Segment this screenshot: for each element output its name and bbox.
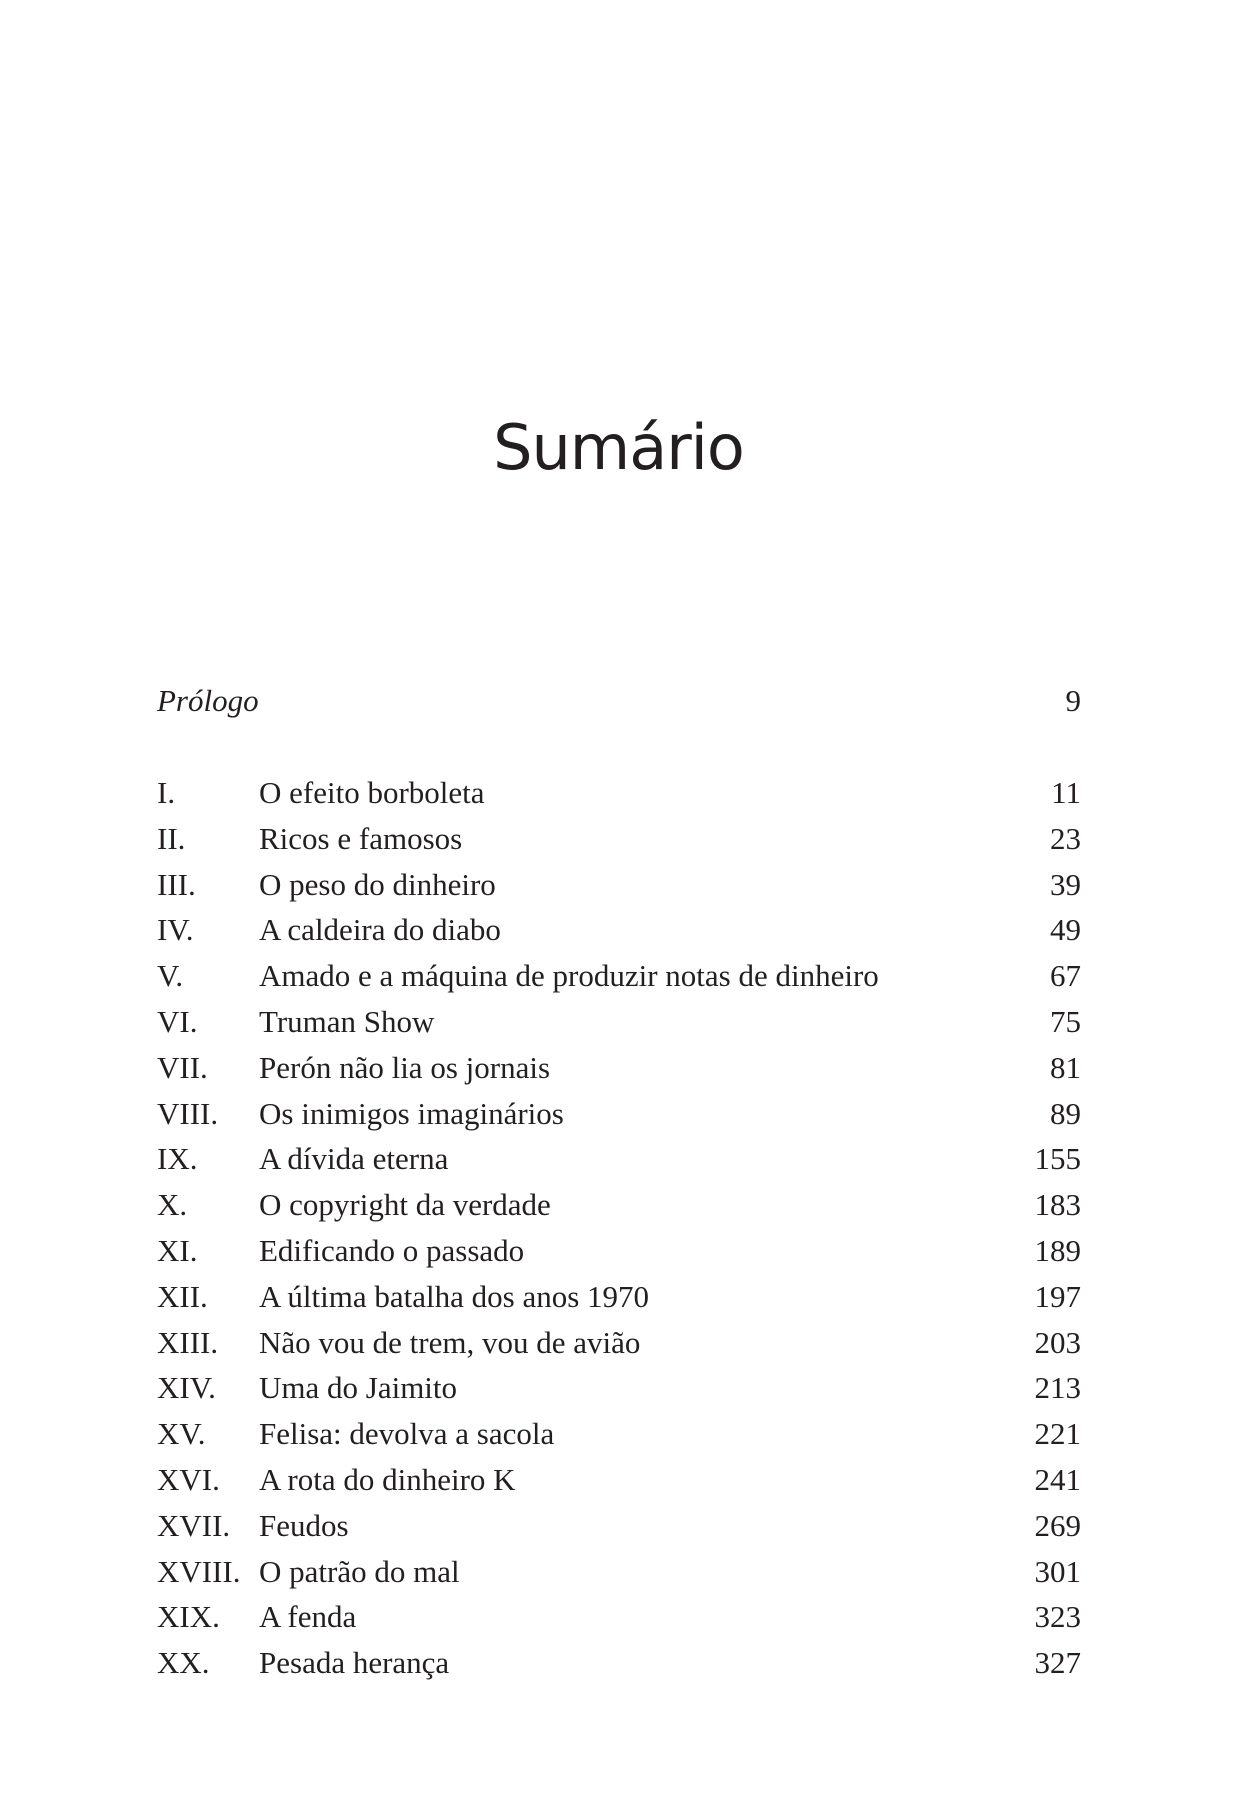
chapter-title: Os inimigos imaginários [259, 1095, 564, 1131]
chapter-title: O efeito borboleta [259, 775, 485, 810]
chapter-title: A última batalha dos anos 1970 [259, 1278, 650, 1314]
toc-prologue [157, 678, 1081, 724]
chapter-page: 197 [1034, 1278, 1081, 1314]
chapter-page: 189 [1034, 1232, 1081, 1268]
chapter-number: XIII. [157, 1324, 219, 1360]
chapter-title: O copyright da verdade [259, 1187, 551, 1223]
chapter-title: Ricos e famosos [259, 820, 463, 856]
toc-row [157, 1274, 1081, 1320]
toc-row [157, 1045, 1081, 1091]
toc-prologue-page: 9 [1065, 683, 1081, 718]
chapter-page: 221 [1034, 1416, 1081, 1452]
toc-prologue-name: Prólogo [157, 683, 259, 718]
chapter-number: IV. [157, 912, 194, 948]
chapter-number: XIV. [157, 1370, 216, 1406]
chapter-page: 67 [1050, 958, 1081, 994]
chapter-page: 213 [1034, 1370, 1081, 1406]
chapter-title: Edificando o passado [259, 1232, 525, 1268]
toc-row [157, 1365, 1081, 1411]
chapter-title: Perón não lia os jornais [259, 1049, 551, 1085]
chapter-number: II. [157, 820, 186, 856]
toc-row [157, 1182, 1081, 1228]
chapter-number: XX. [157, 1645, 210, 1681]
chapter-title: Pesada herança [259, 1645, 450, 1681]
chapter-page: 81 [1050, 1049, 1081, 1085]
toc-row-prologue [157, 678, 1081, 724]
chapter-number: XIX. [157, 1599, 220, 1635]
chapter-number: XI. [157, 1232, 198, 1268]
chapter-number: X. [157, 1187, 188, 1223]
chapter-title: Uma do Jaimito [259, 1370, 458, 1406]
chapter-number: VIII. [157, 1095, 219, 1131]
toc-row [157, 1594, 1081, 1640]
chapter-page: 11 [1051, 775, 1081, 810]
chapter-page: 49 [1050, 912, 1081, 948]
chapter-title: O peso do dinheiro [259, 866, 496, 902]
chapter-page: 89 [1050, 1095, 1081, 1131]
chapter-number: I. [157, 775, 176, 810]
chapter-number: V. [157, 958, 184, 994]
toc-row [157, 1136, 1081, 1182]
toc-row [157, 770, 1081, 816]
chapter-title: Amado e a máquina de produzir notas de dinheiro [259, 958, 879, 994]
chapter-number: III. [157, 866, 196, 902]
chapter-number: IX. [157, 1141, 198, 1177]
toc-row [157, 1457, 1081, 1503]
toc-row [157, 1640, 1081, 1686]
toc-row [157, 816, 1081, 862]
chapter-title: Feudos [259, 1507, 349, 1543]
chapter-number: VI. [157, 1003, 198, 1039]
chapter-title: Não vou de trem, vou de avião [259, 1324, 641, 1360]
toc-row [157, 1091, 1081, 1137]
chapter-number: XV. [157, 1416, 206, 1452]
chapter-title: A fenda [259, 1599, 357, 1635]
chapter-title: Truman Show [259, 1003, 435, 1039]
toc-row [157, 862, 1081, 908]
toc-row [157, 953, 1081, 999]
page-title: Sumário [493, 410, 744, 484]
toc-row [157, 1411, 1081, 1457]
toc-row [157, 999, 1081, 1045]
chapter-page: 327 [1034, 1645, 1081, 1681]
chapter-page: 323 [1034, 1599, 1081, 1635]
toc-row [157, 1228, 1081, 1274]
chapter-page: 155 [1034, 1141, 1081, 1177]
chapter-title: A rota do dinheiro K [259, 1461, 516, 1497]
toc-row [157, 1503, 1081, 1549]
toc-row [157, 1320, 1081, 1366]
chapter-page: 75 [1050, 1003, 1081, 1039]
chapter-page: 269 [1034, 1507, 1081, 1543]
chapter-page: 23 [1050, 820, 1081, 856]
toc-row [157, 907, 1081, 953]
chapter-number: XVI. [157, 1461, 220, 1497]
chapter-number: VII. [157, 1049, 208, 1085]
chapter-title: Felisa: devolva a sacola [259, 1416, 555, 1452]
chapter-number: XII. [157, 1278, 208, 1314]
chapter-title: O patrão do mal [259, 1553, 460, 1589]
toc-chapter-list [157, 770, 1081, 1686]
toc-row [157, 1549, 1081, 1595]
chapter-page: 203 [1034, 1324, 1081, 1360]
chapter-page: 183 [1034, 1187, 1081, 1223]
chapter-number: XVII. [157, 1507, 231, 1543]
chapter-page: 301 [1034, 1553, 1081, 1589]
chapter-title: A caldeira do diabo [259, 912, 501, 948]
chapter-page: 39 [1050, 866, 1081, 902]
chapter-number: XVIII. [157, 1553, 241, 1589]
chapter-page: 241 [1034, 1461, 1081, 1497]
chapter-title: A dívida eterna [259, 1141, 449, 1177]
